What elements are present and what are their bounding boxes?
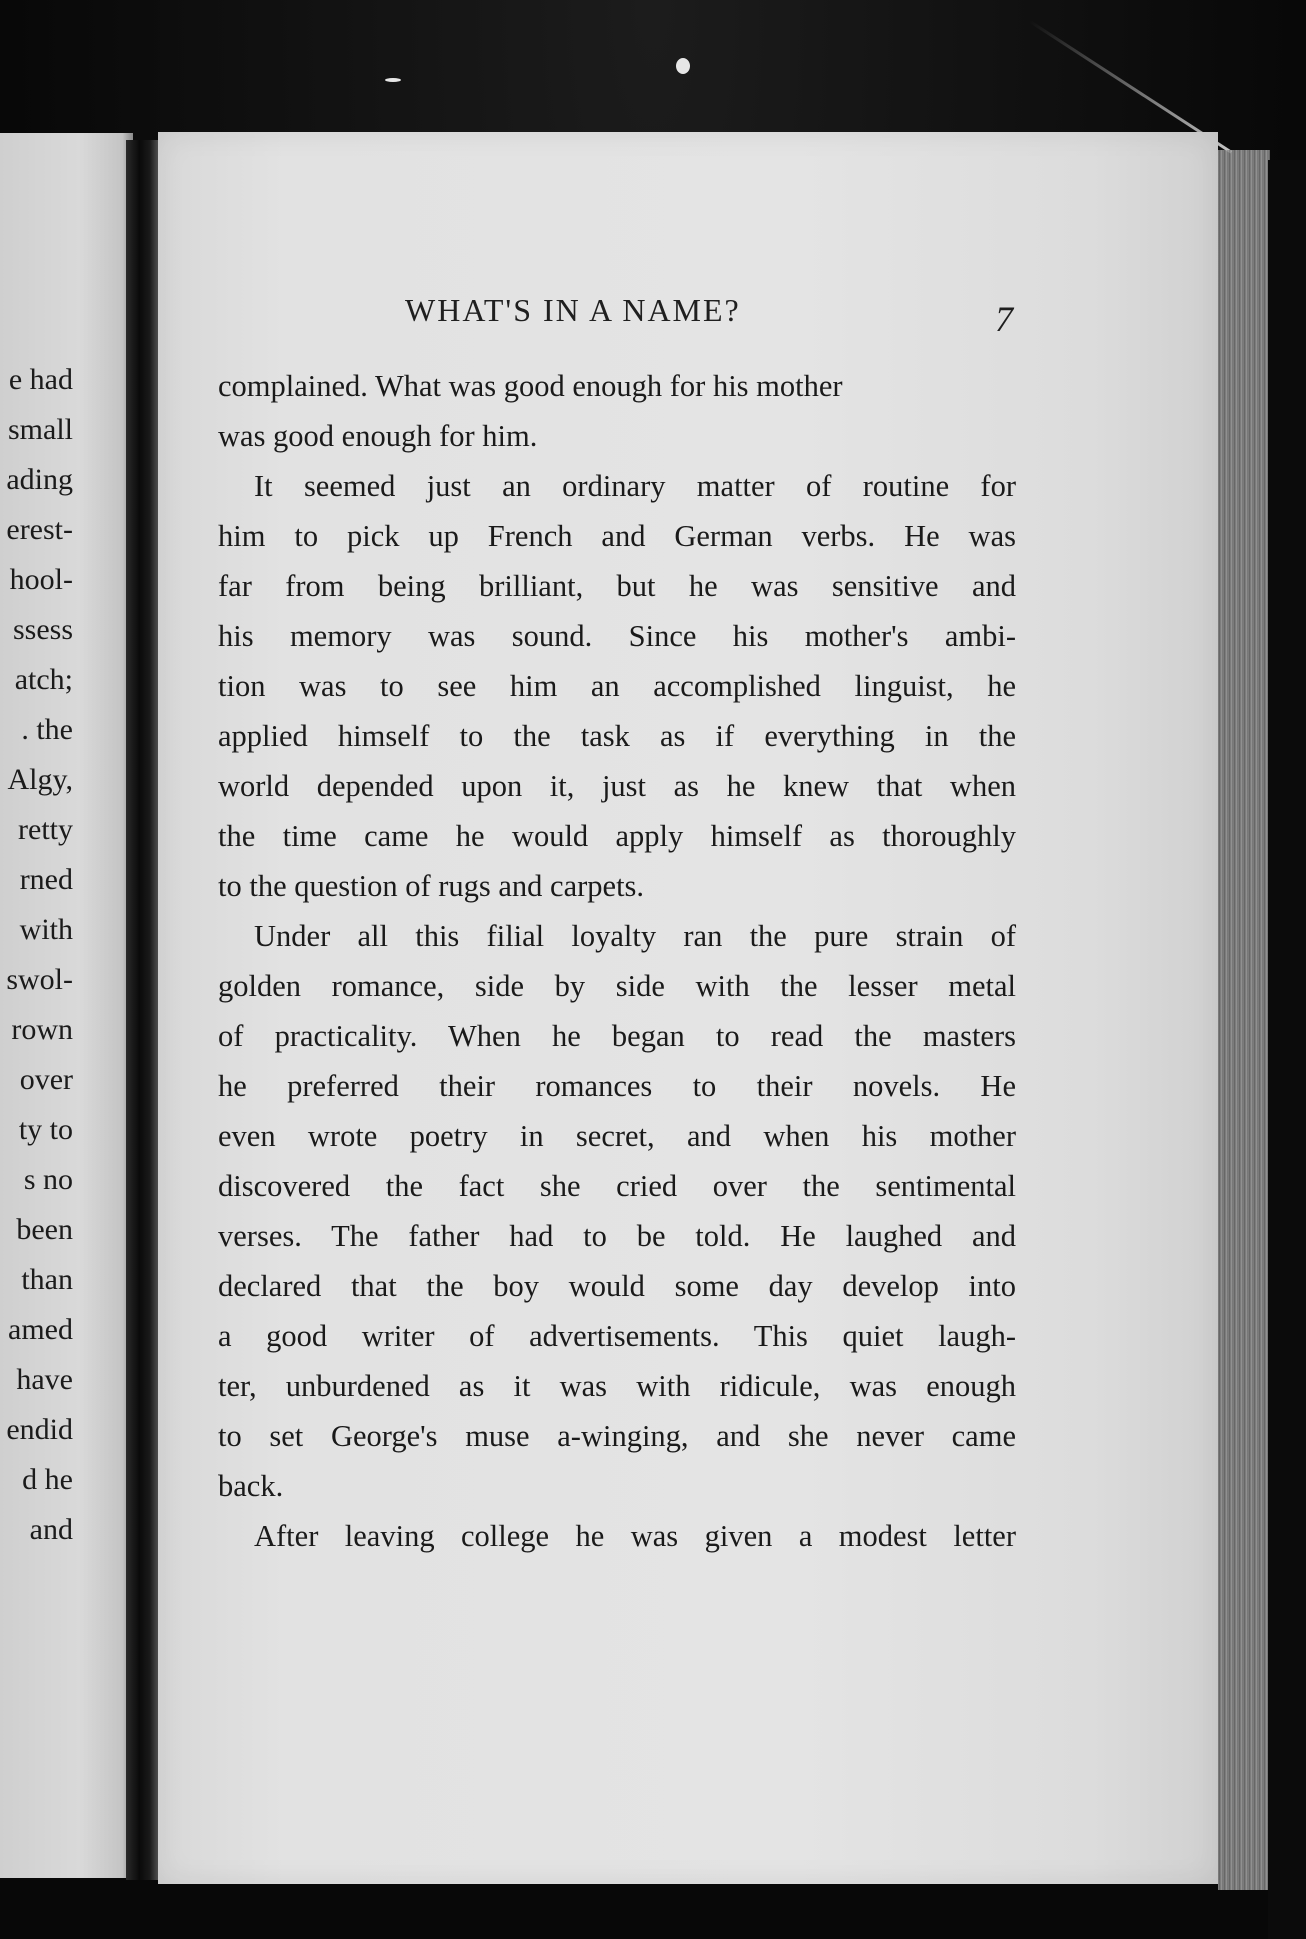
text-line: golden romance, side by side with the lesser metal <box>218 969 1016 1003</box>
facing-line: amed <box>8 1313 73 1346</box>
facing-page-text <box>0 355 73 1555</box>
facing-page-left <box>0 133 133 1878</box>
facing-line: have <box>16 1363 73 1396</box>
text-line: complained. What was good enough for his mother <box>218 369 843 403</box>
text-line: to the question of rugs and carpets. <box>218 869 645 903</box>
page-number: 7 <box>995 299 1013 339</box>
text-line: his memory was sound. Since his mother's ambi- <box>218 619 1016 653</box>
facing-line: swol- <box>6 963 73 996</box>
scan-border-right <box>1268 160 1306 1939</box>
scan-speck <box>676 58 690 74</box>
text-line: to set George's muse a-winging, and she never came <box>218 1419 1016 1453</box>
text-line: him to pick up French and German verbs. He was <box>218 519 1016 553</box>
facing-line: hool- <box>9 563 73 596</box>
book-gutter <box>126 140 160 1880</box>
text-line: It seemed just an ordinary matter of routine for <box>254 469 1016 503</box>
text-line: verses. The father had to be told. He laughed and <box>218 1219 1016 1253</box>
text-line: world depended upon it, just as he knew that when <box>218 769 1016 803</box>
text-line: discovered the fact she cried over the sentimental <box>218 1169 1016 1203</box>
text-line: a good writer of advertisements. This quiet laugh- <box>218 1319 1016 1353</box>
facing-line: Algy, <box>7 763 73 796</box>
text-line: he preferred their romances to their novels. He <box>218 1069 1016 1103</box>
text-line: tion was to see him an accomplished linguist, he <box>218 669 1016 703</box>
facing-line: e had <box>8 363 73 396</box>
text-line: applied himself to the task as if everything in the <box>218 719 1016 753</box>
text-line: After leaving college he was given a modest letter <box>254 1519 1016 1553</box>
text-line: back. <box>218 1469 284 1503</box>
facing-line: and <box>29 1513 73 1546</box>
facing-line: ading <box>6 463 73 496</box>
facing-line: ssess <box>12 613 73 646</box>
text-line: the time came he would apply himself as thoroughly <box>218 819 1016 853</box>
text-line: was good enough for him. <box>218 419 538 453</box>
text-line: even wrote poetry in secret, and when his mother <box>218 1119 1016 1153</box>
facing-line: erest- <box>6 513 73 546</box>
facing-line: . the <box>21 713 73 746</box>
facing-line: d he <box>22 1463 73 1496</box>
text-line: declared that the boy would some day develop into <box>218 1269 1016 1303</box>
page-edges <box>1218 150 1270 1890</box>
page-body-text <box>218 361 1016 1561</box>
text-line: ter, unburdened as it was with ridicule, was enough <box>218 1369 1016 1403</box>
facing-line: rown <box>11 1013 73 1046</box>
text-line: Under all this filial loyalty ran the pure strain of <box>254 919 1016 953</box>
facing-line: been <box>16 1213 73 1246</box>
facing-line: rned <box>19 863 73 896</box>
facing-line: small <box>8 413 73 446</box>
text-line: far from being brilliant, but he was sensitive and <box>218 569 1016 603</box>
facing-line: ty to <box>18 1113 73 1146</box>
scan-speck <box>385 78 401 82</box>
running-head: WHAT'S IN A NAME? <box>405 292 741 328</box>
facing-line: endid <box>6 1413 73 1446</box>
facing-line: over <box>19 1063 73 1096</box>
facing-line: than <box>21 1263 73 1296</box>
facing-line: with <box>19 913 73 946</box>
facing-line: retty <box>18 813 73 846</box>
facing-line: atch; <box>14 663 73 696</box>
text-line: of practicality. When he began to read the masters <box>218 1019 1016 1053</box>
facing-line: s no <box>23 1163 73 1196</box>
